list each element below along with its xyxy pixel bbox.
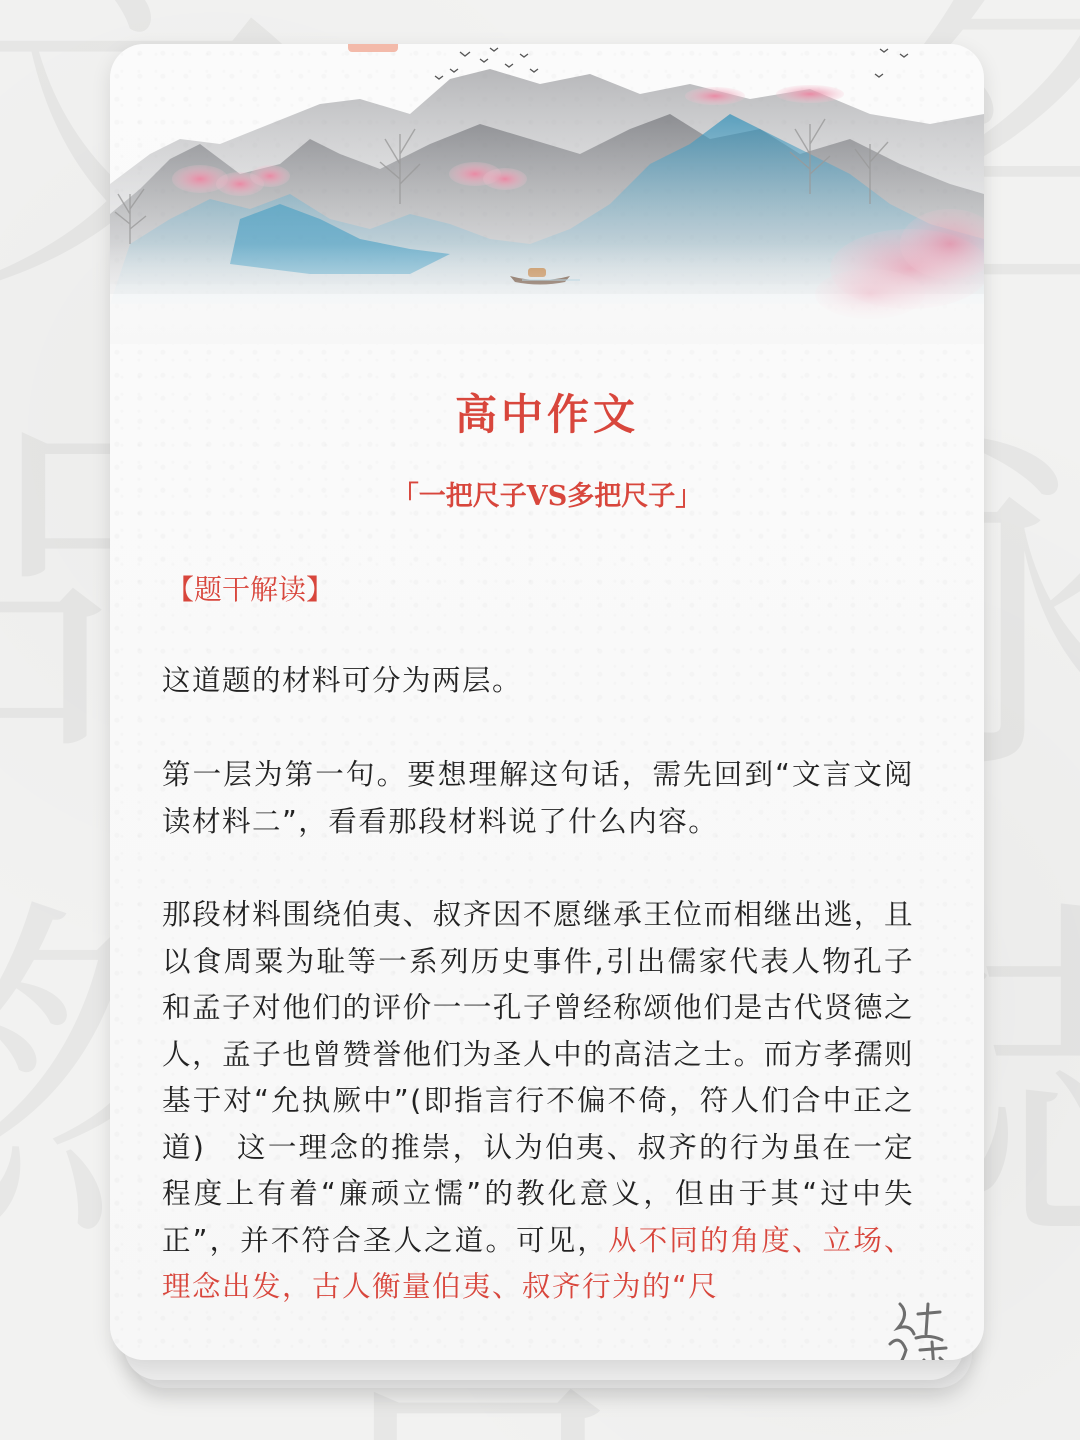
- paragraph-3-text: 那段材料围绕伯夷、叔齐因不愿继承王位而相继出逃，且以食周粟为耻等一系列历史事件,引出儒家代表人物孔子和孟子对他们的评价一一孔子曾经称颂他们是古代贤德之人，孟子也曾赞誉他们为圣人中的高洁之士。而方孝孺则基于对“允执厥中”(即指言行不偏不倚，符人们合中正之道) 这一理念的推崇，认为伯夷、叔齐的行为虽在一定程度上有着“廉顽立懦”的教化意义，但由于其“过中失正”，并不符合圣人之道。可见，: [162, 898, 914, 1257]
- paragraph-2: 第一层为第一句。要想理解这句话，需先回到“文言文阅读材料二”，看看那段材料说了什么内容。: [162, 758, 914, 838]
- section-heading: 【题干解读】: [166, 573, 335, 606]
- sun-shape: [348, 44, 398, 52]
- paragraph-3: [162, 892, 914, 1311]
- paragraph-1: 这道题的材料可分为两层。: [162, 664, 523, 697]
- paragraph-3-highlight: 从不同的角度、立场、理念出发，古人衡量伯夷、叔齐行为的“尺: [162, 1223, 914, 1303]
- ink-landscape-illustration: [110, 44, 984, 344]
- article-subtitle: 「一把尺子VS多把尺子」: [391, 481, 703, 512]
- calligraphy-seal-icon: [880, 1294, 960, 1360]
- article-card: [110, 44, 984, 1360]
- article-title: 高中作文: [454, 390, 639, 439]
